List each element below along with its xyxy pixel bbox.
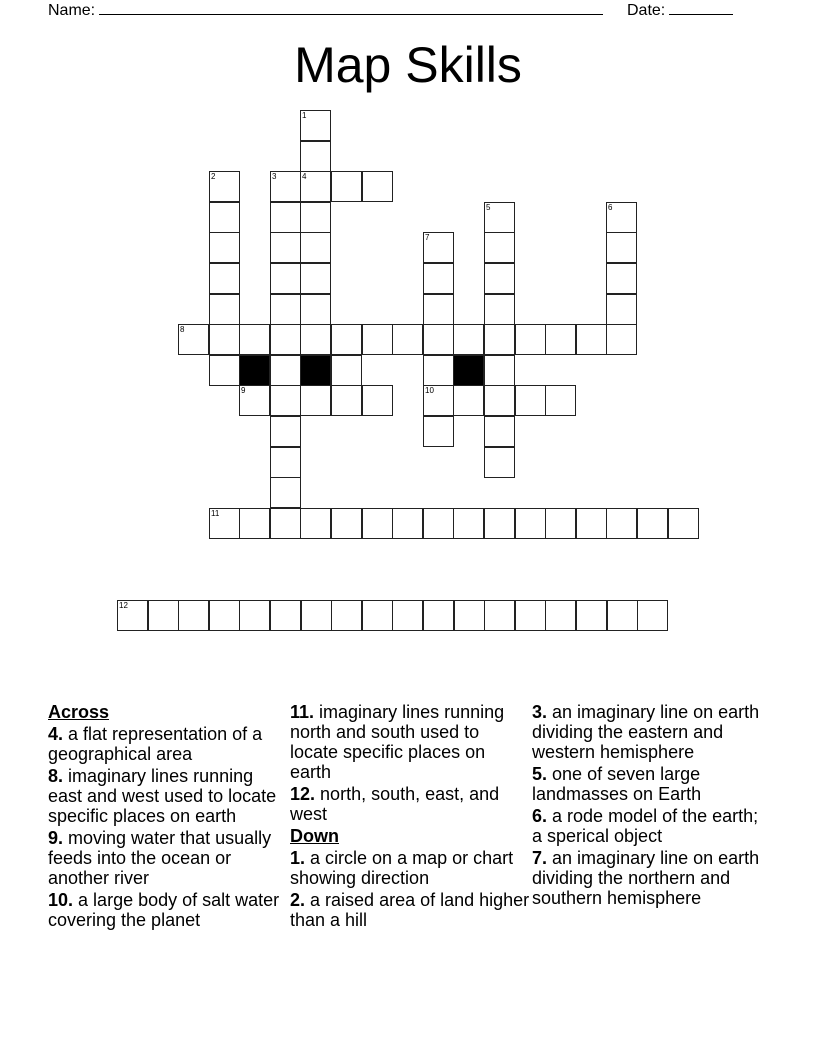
across-heading: Across xyxy=(48,702,110,722)
clue-item-number: 8. xyxy=(48,766,64,786)
clue-item-text: an imaginary line on earth dividing the eastern and western hemisphere xyxy=(532,702,760,762)
clue-item-number: 10. xyxy=(48,890,74,910)
grid-cell[interactable] xyxy=(515,324,546,355)
grid-cell[interactable] xyxy=(209,232,240,263)
grid-cell[interactable] xyxy=(270,232,301,263)
grid-cell[interactable] xyxy=(117,600,148,631)
clue-item-number: 12. xyxy=(290,784,316,804)
clue-item-text: a raised area of land higher than a hill xyxy=(290,890,530,930)
clue-number: 7 xyxy=(425,233,430,242)
clue-item-number: 4. xyxy=(48,724,64,744)
grid-cell[interactable] xyxy=(637,600,668,631)
grid-cell[interactable] xyxy=(331,600,362,631)
clue-number: 10 xyxy=(425,386,434,395)
grid-cell[interactable] xyxy=(362,508,393,539)
grid-cell[interactable] xyxy=(484,202,515,233)
clue-list xyxy=(290,702,530,824)
clue-item-text: imaginary lines running north and south used to locate specific places on earth xyxy=(290,702,505,782)
grid-cell[interactable] xyxy=(423,263,454,294)
grid-cell[interactable] xyxy=(300,294,331,325)
grid-cell[interactable] xyxy=(423,355,454,386)
grid-cell[interactable] xyxy=(362,385,393,416)
grid-cell[interactable] xyxy=(209,508,240,539)
clue-item xyxy=(48,890,288,930)
clue-item-number: 2. xyxy=(290,890,306,910)
clue-item-text: an imaginary line on earth dividing the northern and southern hemisphere xyxy=(532,848,760,908)
grid-cell[interactable] xyxy=(484,385,515,416)
clue-item xyxy=(532,702,772,762)
grid-cell[interactable] xyxy=(270,202,301,233)
clue-item-text: one of seven large landmasses on Earth xyxy=(532,764,702,804)
clue-item xyxy=(290,784,530,824)
grid-cell[interactable] xyxy=(606,232,637,263)
grid-cell[interactable] xyxy=(637,508,668,539)
grid-cell[interactable] xyxy=(300,232,331,263)
grid-cell[interactable] xyxy=(454,600,485,631)
grid-cell[interactable] xyxy=(545,385,576,416)
grid-cell[interactable] xyxy=(484,508,515,539)
clue-item xyxy=(532,848,772,908)
grid-cell[interactable] xyxy=(423,232,454,263)
grid-cell[interactable] xyxy=(209,355,240,386)
grid-cell[interactable] xyxy=(209,171,240,202)
grid-cell[interactable] xyxy=(270,447,301,478)
clue-item-number: 3. xyxy=(532,702,548,722)
clue-item xyxy=(48,724,288,764)
grid-cell[interactable] xyxy=(178,324,209,355)
clue-list xyxy=(532,702,772,908)
grid-cell[interactable] xyxy=(300,110,331,141)
grid-cell[interactable] xyxy=(484,294,515,325)
grid-cell[interactable] xyxy=(331,355,362,386)
clue-item xyxy=(532,806,772,846)
clues-column-1 xyxy=(48,702,288,932)
grid-cell[interactable] xyxy=(331,324,362,355)
grid-cell[interactable] xyxy=(239,324,270,355)
grid-cell[interactable] xyxy=(453,324,484,355)
clue-number: 12 xyxy=(119,601,128,610)
clue-item-text: a circle on a map or chart showing direction xyxy=(290,848,514,888)
grid-cell[interactable] xyxy=(270,294,301,325)
clues-column-3 xyxy=(532,702,772,910)
grid-cell[interactable] xyxy=(606,202,637,233)
grid-cell[interactable] xyxy=(270,416,301,447)
clue-item xyxy=(48,766,288,826)
clue-item-number: 9. xyxy=(48,828,64,848)
grid-cell[interactable] xyxy=(300,202,331,233)
grid-cell[interactable] xyxy=(209,324,240,355)
grid-cell[interactable] xyxy=(423,416,454,447)
grid-cell[interactable] xyxy=(423,385,454,416)
grid-cell[interactable] xyxy=(576,324,607,355)
grid-cell[interactable] xyxy=(484,263,515,294)
grid-cell[interactable] xyxy=(239,385,270,416)
grid-cell[interactable] xyxy=(209,294,240,325)
grid-cell[interactable] xyxy=(453,385,484,416)
grid-cell[interactable] xyxy=(515,385,546,416)
grid-cell[interactable] xyxy=(300,171,331,202)
grid-cell[interactable] xyxy=(300,263,331,294)
grid-cell[interactable] xyxy=(484,355,515,386)
grid-cell[interactable] xyxy=(423,294,454,325)
clue-item xyxy=(290,890,530,930)
clue-item-number: 5. xyxy=(532,764,548,784)
grid-cell[interactable] xyxy=(270,508,301,539)
clue-item-text: moving water that usually feeds into the ocean or another river xyxy=(48,828,272,888)
grid-cell[interactable] xyxy=(606,263,637,294)
grid-cell[interactable] xyxy=(484,600,515,631)
grid-cell[interactable] xyxy=(300,385,331,416)
blocked-cell xyxy=(453,355,484,386)
grid-cell[interactable] xyxy=(484,416,515,447)
clue-item-text: imaginary lines running east and west used to locate specific places on earth xyxy=(48,766,277,826)
grid-cell[interactable] xyxy=(423,508,454,539)
grid-cell[interactable] xyxy=(209,600,240,631)
grid-cell[interactable] xyxy=(606,508,637,539)
grid-cell[interactable] xyxy=(484,232,515,263)
grid-cell[interactable] xyxy=(148,600,179,631)
clue-item xyxy=(48,828,288,888)
clue-item-number: 7. xyxy=(532,848,548,868)
grid-cell[interactable] xyxy=(484,324,515,355)
grid-cell[interactable] xyxy=(545,324,576,355)
clue-list xyxy=(290,848,530,930)
grid-cell[interactable] xyxy=(239,600,270,631)
grid-cell[interactable] xyxy=(270,385,301,416)
grid-cell[interactable] xyxy=(301,600,332,631)
grid-cell[interactable] xyxy=(392,600,423,631)
grid-cell[interactable] xyxy=(576,600,607,631)
grid-cell[interactable] xyxy=(209,202,240,233)
grid-cell[interactable] xyxy=(178,600,209,631)
down-heading: Down xyxy=(290,826,339,846)
grid-cell[interactable] xyxy=(270,263,301,294)
grid-cell[interactable] xyxy=(515,600,546,631)
clue-number: 2 xyxy=(211,172,216,181)
clue-item xyxy=(290,702,530,782)
clue-item-text: north, south, east, and west xyxy=(290,784,500,824)
grid-cell[interactable] xyxy=(606,294,637,325)
clue-item-number: 11. xyxy=(290,702,315,722)
clue-number: 8 xyxy=(180,325,185,334)
page-title: Map Skills xyxy=(294,37,522,93)
grid-cell[interactable] xyxy=(331,385,362,416)
grid-cell[interactable] xyxy=(331,171,362,202)
grid-cell[interactable] xyxy=(606,324,637,355)
grid-cell[interactable] xyxy=(270,355,301,386)
grid-cell[interactable] xyxy=(423,324,454,355)
clue-number: 4 xyxy=(302,172,307,181)
grid-cell[interactable] xyxy=(300,508,331,539)
clue-item-text: a flat representation of a geographical area xyxy=(48,724,263,764)
clue-item-text: a large body of salt water covering the planet xyxy=(48,890,280,930)
clue-item-number: 1. xyxy=(290,848,306,868)
date-label: Date: xyxy=(627,2,666,19)
blocked-cell xyxy=(239,355,270,386)
clue-item xyxy=(290,848,530,888)
clue-number: 3 xyxy=(272,172,277,181)
clue-item xyxy=(532,764,772,804)
grid-cell[interactable] xyxy=(331,508,362,539)
grid-cell[interactable] xyxy=(300,324,331,355)
clue-number: 6 xyxy=(608,203,613,212)
grid-cell[interactable] xyxy=(362,171,393,202)
clue-number: 1 xyxy=(302,111,307,120)
grid-cell[interactable] xyxy=(392,508,423,539)
grid-cell[interactable] xyxy=(270,171,301,202)
blocked-cell xyxy=(300,355,331,386)
grid-cell[interactable] xyxy=(300,141,331,172)
grid-cell[interactable] xyxy=(270,477,301,508)
clue-number: 9 xyxy=(241,386,246,395)
grid-cell[interactable] xyxy=(453,508,484,539)
grid-cell[interactable] xyxy=(484,447,515,478)
clue-number: 5 xyxy=(486,203,491,212)
grid-cell[interactable] xyxy=(576,508,607,539)
grid-cell[interactable] xyxy=(607,600,638,631)
grid-cell[interactable] xyxy=(362,600,393,631)
grid-cell[interactable] xyxy=(668,508,699,539)
grid-cell[interactable] xyxy=(423,600,454,631)
grid-cell[interactable] xyxy=(270,600,301,631)
grid-cell[interactable] xyxy=(362,324,393,355)
clue-item-number: 6. xyxy=(532,806,548,826)
clue-item-text: a rode model of the earth; a sperical object xyxy=(532,806,759,846)
grid-cell[interactable] xyxy=(392,324,423,355)
grid-cell[interactable] xyxy=(209,263,240,294)
grid-cell[interactable] xyxy=(545,600,576,631)
clue-number: 11 xyxy=(211,509,220,518)
grid-cell[interactable] xyxy=(270,324,301,355)
grid-cell[interactable] xyxy=(515,508,546,539)
grid-cell[interactable] xyxy=(239,508,270,539)
clues-column-2 xyxy=(290,702,530,932)
grid-cell[interactable] xyxy=(545,508,576,539)
name-label: Name: xyxy=(48,2,96,19)
clue-list xyxy=(48,724,288,930)
